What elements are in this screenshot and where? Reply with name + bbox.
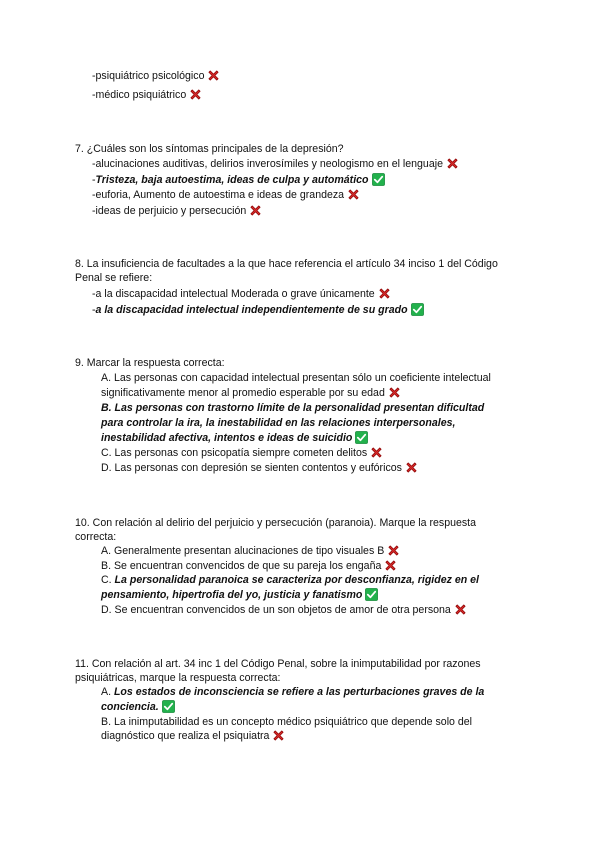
red-cross-icon	[446, 157, 459, 170]
question-10-cont: correcta:	[75, 531, 117, 543]
option-b: B. Se encuentran convencidos de que su pareja los engaña	[101, 559, 397, 573]
option-b-cont: diagnóstico que realiza el psiquiatra	[101, 729, 285, 743]
red-cross-icon	[189, 88, 202, 101]
red-cross-icon	[249, 204, 262, 217]
red-cross-icon	[207, 69, 220, 82]
question-10: 10. Con relación al delirio del perjuicio y persecución (paranoia). Marque la respuesta	[75, 517, 477, 529]
option-a-cont: conciencia.	[101, 700, 175, 714]
list-item: -a la discapacidad intelectual Moderada o grave únicamente	[92, 287, 391, 301]
question-11: 11. Con relación al art. 34 inc 1 del Código Penal, sobre la inimputabilidad por razones	[75, 658, 481, 670]
option-b-cont: inestabilidad afectiva, intentos e ideas de suicidio	[101, 431, 368, 445]
option-c: C. Las personas con psicopatía siempre cometen delitos	[101, 446, 383, 460]
option-a-correct: A. Los estados de inconsciencia se refiere a las perturbaciones graves de la	[101, 686, 485, 698]
red-cross-icon	[347, 188, 360, 201]
option-b: B. La inimputabilidad es un concepto médico psiquiátrico que depende solo del	[101, 716, 473, 728]
option-d: D. Se encuentran convencidos de un son objetos de amor de otra persona	[101, 603, 467, 617]
green-check-icon	[372, 173, 385, 186]
red-cross-icon	[272, 729, 285, 742]
red-cross-icon	[387, 544, 400, 557]
red-cross-icon	[405, 461, 418, 474]
option-b-correct: B. Las personas con trastorno límite de la personalidad presentan dificultad	[101, 402, 485, 414]
red-cross-icon	[454, 603, 467, 616]
red-cross-icon	[370, 446, 383, 459]
list-item: -médico psiquiátrico	[92, 88, 202, 102]
list-item: -euforia, Aumento de autoestima e ideas de grandeza	[92, 188, 360, 202]
green-check-icon	[355, 431, 368, 444]
option-a: A. Generalmente presentan alucinaciones de tipo visuales B	[101, 544, 400, 558]
green-check-icon	[411, 303, 424, 316]
list-item: -psiquiátrico psicológico	[92, 69, 220, 83]
option-c-correct: C. La personalidad paranoica se caracteriza por desconfianza, rigidez en el	[101, 574, 479, 586]
question-11-cont: psiquiátricas, marque la respuesta correcta:	[75, 672, 281, 684]
list-item: -alucinaciones auditivas, delirios inverosímiles y neologismo en el lenguaje	[92, 157, 459, 171]
question-7: 7. ¿Cuáles son los síntomas principales de la depresión?	[75, 143, 344, 155]
green-check-icon	[365, 588, 378, 601]
option-c-cont: pensamiento, hipertrofia del yo, justicia y fanatismo	[101, 588, 378, 602]
green-check-icon	[162, 700, 175, 713]
list-item-correct: -a la discapacidad intelectual independientemente de su grado	[92, 303, 424, 317]
question-8: 8. La insuficiencia de facultades a la que hace referencia el artículo 34 inciso 1 del Código	[75, 258, 498, 270]
list-item-correct: -Tristeza, baja autoestima, ideas de culpa y automático	[92, 173, 385, 187]
question-9: 9. Marcar la respuesta correcta:	[75, 357, 225, 369]
list-item: -ideas de perjuicio y persecución	[92, 204, 262, 218]
option-a: A. Las personas con capacidad intelectual presentan sólo un coeficiente intelectual	[101, 372, 491, 384]
question-8-cont: Penal se refiere:	[75, 272, 153, 284]
red-cross-icon	[384, 559, 397, 572]
option-b-cont: para controlar la ira, la inestabilidad en las relaciones interpersonales,	[101, 417, 456, 429]
red-cross-icon	[378, 287, 391, 300]
red-cross-icon	[388, 386, 401, 399]
option-a-cont: significativamente menor al promedio esperable por su edad	[101, 386, 401, 400]
option-d: D. Las personas con depresión se sienten contentos y eufóricos	[101, 461, 418, 475]
